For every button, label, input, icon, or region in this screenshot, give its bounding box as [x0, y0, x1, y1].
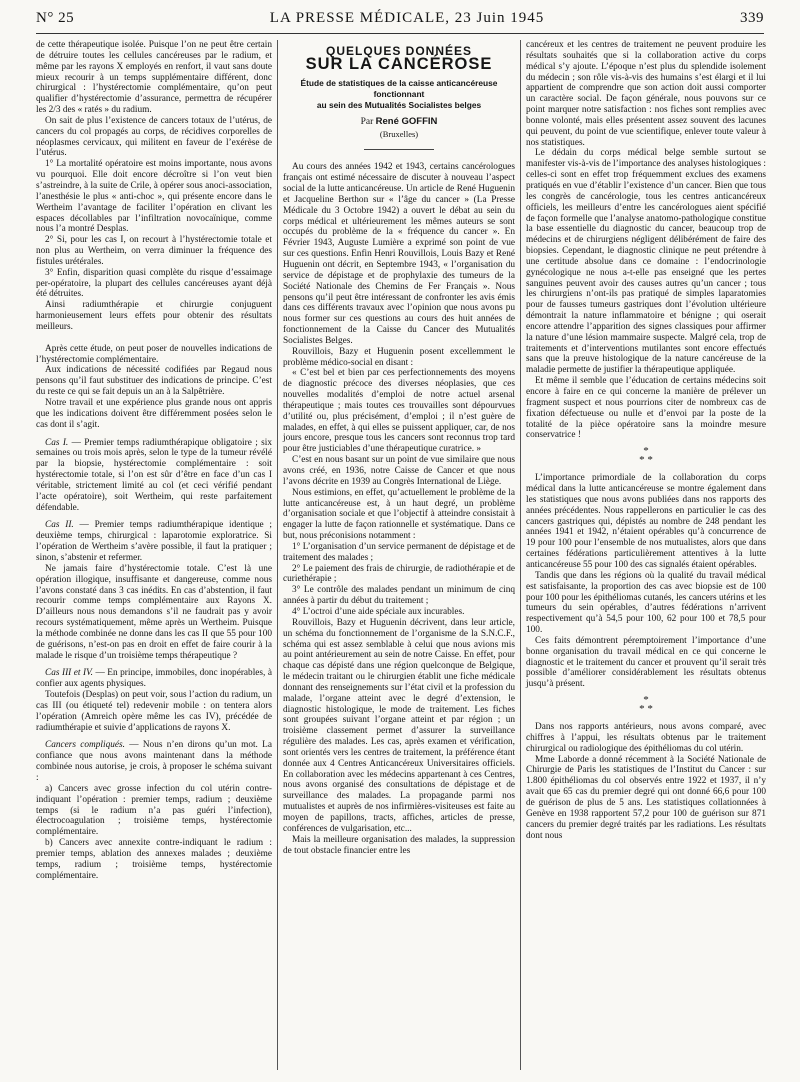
- case-ii-paragraph: [36, 520, 272, 563]
- list-item: 2° Le paiement des frais de chirurgie, de radiothérapie et de curiethérapie ;: [283, 563, 515, 585]
- article-subtitle: [283, 78, 515, 111]
- journal-title: LA PRESSE MÉDICALE, 23 Juin 1945: [269, 10, 545, 26]
- title-rule: [364, 149, 434, 150]
- byline: [283, 117, 515, 128]
- article-title: SUR LA CANCÉROSE: [305, 54, 493, 73]
- separator-stars: * *: [639, 454, 653, 467]
- paragraph: Et même il semble que l’éducation de certains médecins soit encore à faire en ce qui concerne la manière de prélever un fragment suspect et nous pourrions citer de nombreux cas de fixation défectueuse ou nulle et d’envoi par la poste de la totalité de la pièce opératoire sans la moindre mesure conservatrice !: [526, 376, 766, 441]
- page-number: 339: [740, 10, 764, 26]
- column-2: [283, 40, 515, 856]
- paragraph: Notre travail et une expérience plus grande nous ont appris que les indications doivent être différemment posées selon le cas dont il s’agit.: [36, 398, 272, 430]
- case-i-text: — Premier temps radiumthérapique obligatoire ; six semaines ou trois mois après, selon le type de la tumeur révélé par la biopsie, hystérectomie complémentaire : soit hystérectomie totale, si l’on est sûr d’être en face d’un cas I véritable, strictement limité au col (et ceci vérifié pendant l’acte opératoire), soit Wertheim, qui reste parfaitement défendable.: [36, 437, 272, 513]
- complicated-cancers-text: — Nous n’en dirons qu’un mot. La confiance que nous avons maintenant dans la méthode combinée nous autorise, je crois, à proposer le schéma suivant :: [36, 740, 272, 783]
- paragraph: Rouvillois, Bazy et Huguenin décrivent, dans leur article, un schéma du fonctionnement de l’organisme de la S.N.C.F., schéma qui est assez semblable à celui que nous avions mis au point antérieurement au sein de notre Caisse. En effet, pour chaque cas dépisté dans une région quelconque de Belgique, le médecin traitant ou le chirurgien établit une fiche médicale donnant des renseignements sur l’état civil et la profession du malade, l’organe atteint avec le degré d’extension, le diagnostic histologique, le mode de traitement. Les fiches sont groupées suivant l’organe atteint et par région ; un troisième classement permet d’assurer la surveillance régulière des malades. Les cas, après examen et vérification, sont orientés vers les centres de traitement, la préférence étant donnée aux 4 Centres Anticancéreux Universitaires officiels. En collaboration avec les médecins appartenant à ces Centres, nous avons organisé des consultations de dépistage et de surveillance des malades. La propagande parmi nos mutualistes et auprès de nos infirmières-visiteuses est faite au moyen de papillons, tracts, affiches, articles de presse, conférences de vulgarisation, etc...: [283, 617, 515, 834]
- paragraph: Ainsi radiumthérapie et chirurgie conjuguent harmonieusement leurs effets pour obtenir des résultats meilleurs.: [36, 300, 272, 332]
- paragraph: 3° Enfin, disparition quasi complète du risque d’essaimage per-opératoire, la plupart des cellules cancéreuses ayant déjà été détruites.: [36, 267, 272, 300]
- paragraph: Dans nos rapports antérieurs, nous avons comparé, avec chiffres à l’appui, les résultats obtenus par le traitement chirurgical ou radiologique des épithéliomas du col utérin.: [526, 722, 766, 754]
- case-ii-text: — Premier temps radiumthérapique identique ; deuxième temps, chirurgical : laparotomie exploratrice. Si l’opération de Wertheim s’avère possible, il faut la pratiquer ; sinon, s’abstenir et refermer.: [36, 520, 272, 563]
- separator-star: *: [643, 694, 649, 707]
- paragraph: Nous estimions, en effet, qu’actuellement le problème de la lutte anticancéreuse est, à un haut degré, un problème d’organisation sociale et que l’objectif à atteindre consistait à engager la lutte de façon rationnelle et systématique. Dans ce but, nous préconisions notamment :: [283, 487, 515, 542]
- paragraph: Au cours des années 1942 et 1943, certains cancérologues français ont estimé nécessaire de discuter à nouveau l’aspect social de la lutte anticancéreuse. Un article de René Huguenin et Jacqueline Berthon sur « l’âge du cancer » (La Presse Médicale du 3 Octobre 1942) a ouvert le débat au sein du corps médical et ultérieurement les mêmes auteurs se sont occupés du problème de la « fréquence du cancer ». En Février 1943, Auguste Lumière a exprimé son point de vue sur ces questions. Enfin Henri Rouvillois, Louis Bazy et René Huguenin ont décrit, en Septembre 1943, « l’organisation du service de dépistage et de prophylaxie des tumeurs de la Société Nationale des Chemins de Fer Français ». Nous pensons qu’il peut être intéressant de confronter les avis émis dans ces différents travaux avec l’opinion que nous avons pu nous former sur ces questions au cours des huit années de fonctionnement de la Caisse du Cancer des Mutualités Socialistes Belges.: [283, 162, 515, 346]
- paragraph: Toutefois (Desplas) on peut voir, sous l’action du radium, un cas III (ou étiqueté tel) redevenir mobile : on tentera alors l’opération (Amreich opère même les cas IV), précédée de radiumthérapie et suivie d’applications de rayons X.: [36, 690, 272, 733]
- byline-prefix: Par: [360, 116, 374, 127]
- complicated-cancers-heading: Cancers compliqués.: [45, 740, 125, 751]
- case-iii-heading: Cas III et IV.: [45, 668, 93, 679]
- paragraph: b) Cancers avec annexite contre-indiquant le radium : premier temps, ablation des annexes malades ; deuxième temps, radium ; troisième temps, hystérectomie complémentaire.: [36, 838, 272, 881]
- separator-star: *: [643, 445, 649, 458]
- section-separator: [526, 447, 766, 465]
- paragraph: L’importance primordiale de la collaboration du corps médical dans la lutte anticancéreuse se montre également dans les statistiques que nous avons publiées dans nos rapports des années précédentes. Nous rappellerons en particulier le cas des cancers gastriques qui, dépistés au nombre de 248 pendant les années 1941 et 1942, n’étaient opérables qu’à concurrence de 19 pour 100 pour l’ensemble de nos mutualistes, alors que dans certaines fédérations particulièrement attentives à la lutte anticancéreuse 55 pour 100 des cas signalés étaient opérables.: [526, 473, 766, 570]
- case-i-heading: Cas I.: [45, 437, 69, 448]
- paragraph: Ne jamais faire d’hystérectomie totale. C’est là une opération illogique, insuffisante et dangereuse, comme nous l’avons constaté dans 3 cas inédits. En cas d’abstention, il faut recourir comme temps complémentaire aux Rayons X. D’ailleurs nous nous demandons s’il ne faudrait pas y avoir recours systématiquement, même après un Wertheim. Puisque la méthode combinée ne donne dans les cas II que 55 pour 100 de guérisons, n’est-on pas en droit en effet de faire courir à la malade le risque d’un troisième temps thérapeutique ?: [36, 563, 272, 661]
- paragraph: Rouvillois, Bazy et Huguenin posent excellemment le problème médico-social en disant :: [283, 346, 515, 368]
- paragraph: Aux indications de nécessité codifiées par Regaud nous pensons qu’il faut substituer des indications de principe. C’est du reste ce qui se fait depuis un an à la Salpêtrière.: [36, 365, 272, 398]
- paragraph: Mais la meilleure organisation des malades, la suppression de tout obstacle financier entre les: [283, 834, 515, 856]
- column-rule-right: [520, 40, 521, 1070]
- author-city: (Bruxelles): [379, 128, 419, 139]
- subtitle-line: fonctionnant: [373, 88, 425, 99]
- subtitle-line: au sein des Mutualités Socialistes belges: [316, 99, 482, 110]
- article-heading: [283, 46, 515, 150]
- issue-number: N° 25: [36, 10, 75, 26]
- case-i-paragraph: [36, 438, 272, 514]
- paragraph: 2° Si, pour les cas I, on recourt à l’hystérectomie totale et non plus au Wertheim, on verra diminuer la fréquence des fistules urétérales.: [36, 235, 272, 267]
- paragraph: cancéreux et les centres de traitement ne peuvent produire les résultats souhaités que si la collaboration active du corps médical s’y ajoute. L’époque n’est plus du splendide isolement du médecin ; son rôle vis-à-vis des humains s’est élargi et il lui appartient de comprendre que son action doit aussi comporter un caractère social. De façon générale, nous pouvons sur ce point marquer notre satisfaction : nos fiches sont remplies avec bonne volonté, mais elles présentent assez souvent des lacunes qui peuvent, du point de vue scientifique, enlever toute valeur à nos statistiques.: [526, 40, 766, 148]
- complicated-cancers-paragraph: [36, 740, 272, 783]
- header-rule: [36, 33, 764, 34]
- column-1: [36, 40, 272, 881]
- list-item: 4° L’octroi d’une aide spéciale aux incurables.: [292, 606, 465, 617]
- paragraph: 1° La mortalité opératoire est moins importante, nous avons vu pourquoi. Elle doit encore décroître si l’on veut bien s’astreindre, à la suite de Crile, à opérer sous anoci-association, l’anesthésie le plus « anti-choc », qui présente encore dans le Wertheim l’avantage de faciliter l’opération en clivant les espaces décollables par l’infiltration novocaïnique, comme nous l’a montré Desplas.: [36, 159, 272, 235]
- column-rule-left: [277, 40, 278, 1070]
- paragraph: Tandis que dans les régions où la qualité du travail médical est satisfaisante, la proportion des cas avec biopsie est de 100 pour 100 pour les épithéliomas cutanés, les cancers utérins et les tumeurs du sein opérables, d’autres fédérations n’arrivent respectivement qu’à 54,5 pour 100, 62 pour 100 et 78,5 pour 100.: [526, 570, 766, 636]
- paragraph: « C’est bel et bien par ces perfectionnements des moyens de diagnostic précoce des diverses néoplasies, que ces nouvelles modalités d’emploi de notre actuel arsenal thérapeutique ; mais toutes ces trouvailles sont dépourvues d’utilité ou, plus précisément, d’emploi ; il n’est guère de malades, en effet, à qui elles se puissent appliquer, car, de nos jours encore, presque tous les cancers sont reconnus trop tard pour être justiciables d’une thérapeutique curatrice. »: [283, 368, 515, 455]
- paragraph: de cette thérapeutique isolée. Puisque l’on ne peut être certain de détruire toutes les cellules cancéreuses par le radium, et même par les rayons X employés en renfort, il vaut sans doute mieux recourir à un temps supplémentaire différent, donc chirurgical : l’hystérectomie complémentaire, qu’on peut qualifier d’hystérectomie d’assurance, permettra de récupérer les 2/3 des « ratés » du radium.: [36, 40, 272, 116]
- paragraph: Après cette étude, on peut poser de nouvelles indications de l’hystérectomie complémentaire.: [36, 343, 272, 365]
- paragraph: Mme Laborde a donné récemment à la Société Nationale de Chirurgie de Paris les statistiques de l’Institut du Cancer : sur 1.800 épithéliomas du col observés entre 1922 et 1937, il n’y avait que 65 cas du premier degré qui ont donné 66,6 pour 100 de guérison de plus de 5 ans. Les statistiques collationnées à Genève en 1938 rapportent 57,2 pour 100 de guérison sur 871 cancers du premier degré traités par les radiations. Les résultats dont nous: [526, 754, 766, 841]
- subtitle-line: Étude de statistiques de la caisse anticancéreuse: [300, 77, 498, 88]
- paragraph: Ces faits démontrent péremptoirement l’importance d’une bonne organisation du travail médical en ce qui concerne le diagnostic et le traitement du cancer et prouvent qu’il serait très possible d’améliorer considérablement les résultats obtenus jusqu’à présent.: [526, 635, 766, 690]
- paragraph: a) Cancers avec grosse infection du col utérin contre-indiquant l’opération : premier temps, radium ; deuxième temps (si le radium n’a pas guéri l’infection), électrocoagulation ; troisième temps, hystérectomie complémentaire.: [36, 783, 272, 838]
- paragraph: On sait de plus l’existence de cancers totaux de l’utérus, de cancers du col propagés au corps, de récidives corporelles de néoplasmes cervicaux, qui militent en faveur de l’exérèse de l’utérus.: [36, 115, 272, 159]
- case-iii-paragraph: [36, 668, 272, 690]
- list-item: 1° L’organisation d’un service permanent de dépistage et de traitement des malades ;: [283, 541, 515, 563]
- paragraph: C’est en nous basant sur un point de vue similaire que nous avons créé, en 1936, notre Caisse de Cancer et que nous l’avons décrite en 1939 au Congrès International de Liège.: [283, 455, 515, 487]
- paragraph: Le dédain du corps médical belge semble surtout se manifester vis-à-vis de l’importance des analyses histologiques : celles-ci sont en effet trop fréquemment exclues des examens pratiqués en vue d’établir l’existence d’un cancer. Bien que tous les congrès de cancérologie, tous les centres anticancéreux officiels, les meilleurs d’entre les cancérologues aient spécifié de façon formelle que l’analyse anatomo-pathologique constitue la base essentielle du diagnostic du cancer, beaucoup trop de médecins et de chirurgiens négligent délibérément de faire des biopsies. Cependant, le diagnostic clinique ne peut prétendre à une certitude absolue dans ce domaine : l’endocrinologie gynécologique ne nous a-t-elle pas enseigné que les pertes sanguines peuvent avoir des causes autres qu’un cancer ; tous les chirurgiens n’ont-ils pas pratiqué de simples laparatomies pour de fausses tumeurs gastriques dont l’évolution ultérieure démontrait la nature inflammatoire et bénigne ; qui oserait encore attendre l’apparition des signes classiques pour affirmer la nature d’une lésion mammaire suspecte. Malgré cela, trop de traitements et d’interventions mutilantes sont encore effectués sans que la preuve histologique de la nature cancéreuse de la maladie permette de justifier la thérapeutique appliquée.: [526, 148, 766, 376]
- separator-stars: * *: [639, 703, 653, 716]
- case-ii-heading: Cas II.: [45, 520, 74, 531]
- article-pretitle: QUELQUES DONNÉES: [325, 44, 473, 58]
- running-header: [36, 10, 764, 32]
- case-iii-text: — En principe, immobiles, donc inopérables, à confier aux agents physiques.: [36, 668, 272, 690]
- column-3: [526, 40, 766, 841]
- section-separator: [526, 696, 766, 714]
- author-name: René GOFFIN: [375, 115, 438, 127]
- list-item: 3° Le contrôle des malades pendant un minimum de cinq années à partir du début du traitement ;: [283, 585, 515, 607]
